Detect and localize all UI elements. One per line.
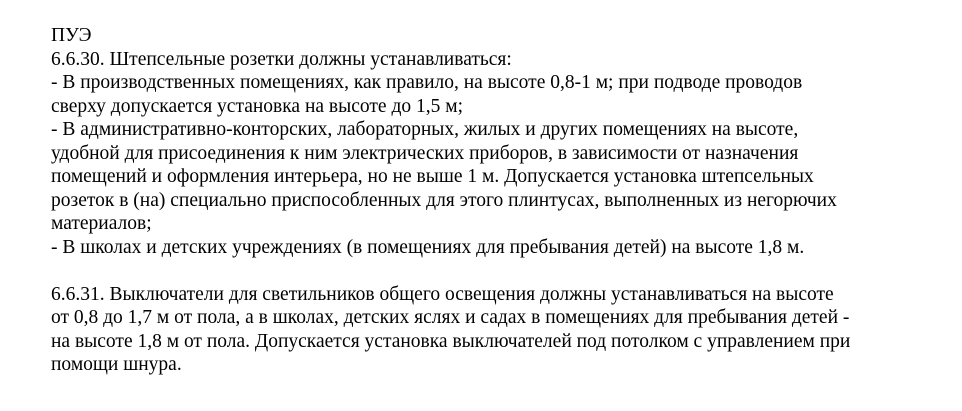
section-6-6-30-line: удобной для присоединения к ним электрических приборов, в зависимости от назначения <box>51 142 799 164</box>
document-heading: ПУЭ <box>51 25 92 46</box>
section-6-6-31 <box>51 283 956 377</box>
section-6-6-30-line: - В производственных помещениях, как правило, на высоте 0,8-1 м; при подводе проводов <box>51 72 803 93</box>
section-6-6-30-line: 6.6.30. Штепсельные розетки должны устанавливаться: <box>51 48 512 70</box>
document-body <box>51 24 956 377</box>
section-6-6-30-line: материалов; <box>51 213 152 234</box>
section-6-6-31-line: от 0,8 до 1,7 м от пола, а в школах, детских яслях и садах в помещениях для пребывания детей - <box>51 307 850 328</box>
paragraph-gap <box>51 259 956 283</box>
section-6-6-31-line: на высоте 1,8 м от пола. Допускается установка выключателей под потолком с управлением при <box>51 330 851 352</box>
section-6-6-30-line: розеток в (на) специально приспособленных для этого плинтусах, выполненных из негорючих <box>51 189 837 211</box>
section-6-6-30-line: - В административно-конторских, лабораторных, жилых и других помещениях на высоте, <box>51 119 799 140</box>
section-6-6-30-line: - В школах и детских учреждениях (в помещениях для пребывания детей) на высоте 1,8 м. <box>51 236 805 258</box>
section-6-6-30-line: сверху допускается установка на высоте до 1,5 м; <box>51 95 463 117</box>
section-6-6-30-line: помещений и оформления интерьера, но не выше 1 м. Допускается установка штепсельных <box>51 166 814 187</box>
section-6-6-30 <box>51 48 956 260</box>
section-6-6-31-line: помощи шнура. <box>51 354 182 375</box>
section-6-6-31-line: 6.6.31. Выключатели для светильников общего освещения должны устанавливаться на высоте <box>51 283 834 305</box>
